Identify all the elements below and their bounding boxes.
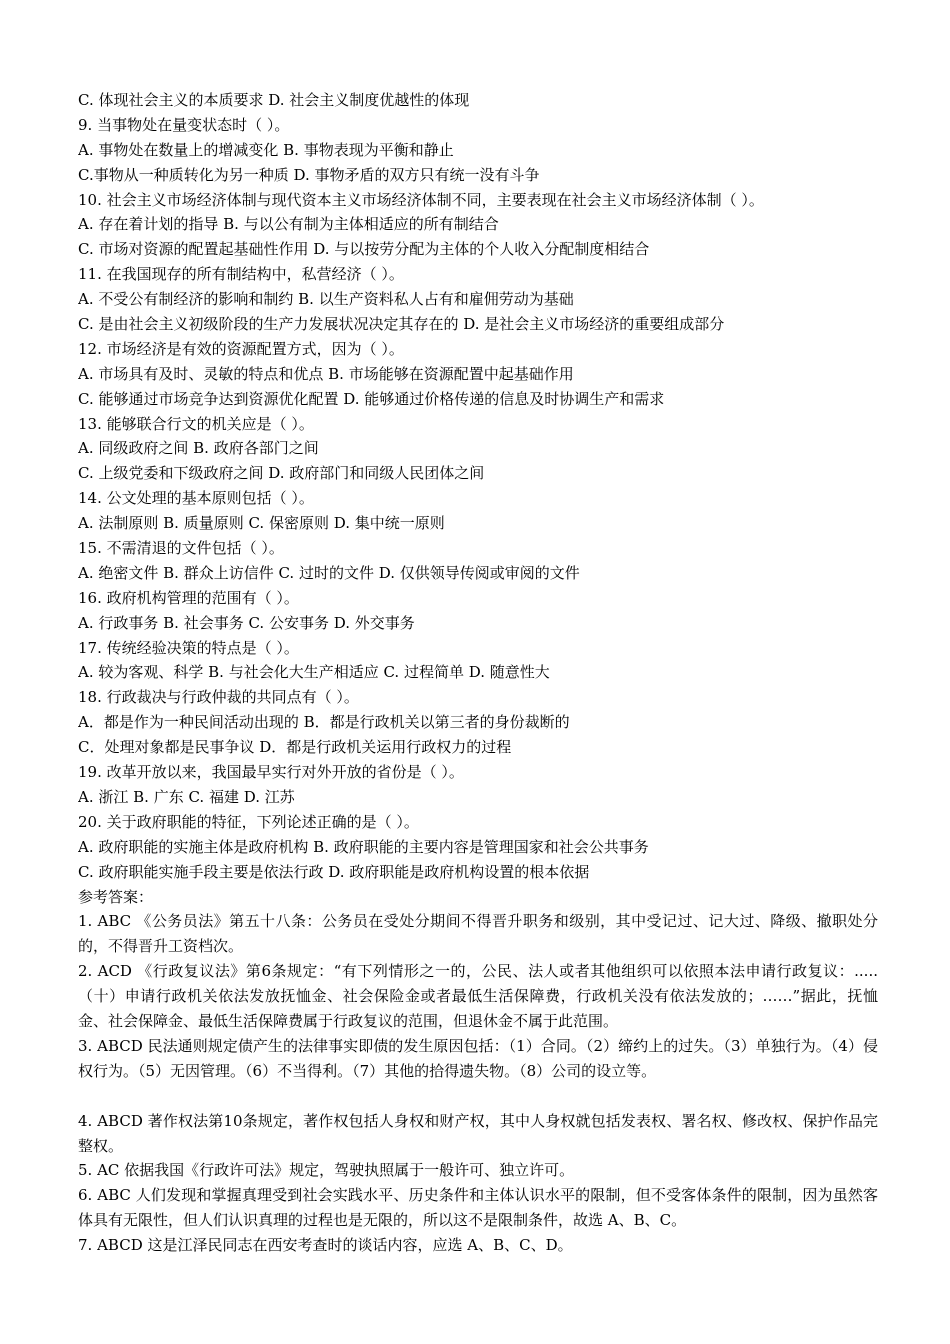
- question-line: 20. 关于政府职能的特征，下列论述正确的是（ ）。: [78, 812, 419, 831]
- question-line: 11. 在我国现存的所有制结构中，私营经济（ ）。: [78, 265, 404, 284]
- question-line: C．处理对象都是民事争议 D．都是行政机关运用行政权力的过程: [78, 738, 512, 757]
- question-line: A. 行政事务 B. 社会事务 C. 公安事务 D. 外交事务: [78, 613, 415, 632]
- question-line: 10. 社会主义市场经济体制与现代资本主义市场经济体制不同，主要表现在社会主义市场经济体制（ ）。: [78, 190, 764, 209]
- question-line: A. 浙江 B. 广东 C. 福建 D. 江苏: [78, 787, 295, 806]
- question-line: C. 能够通过市场竞争达到资源优化配置 D. 能够通过价格传递的信息及时协调生产和需求: [78, 389, 665, 408]
- question-line: 17. 传统经验决策的特点是（ ）。: [78, 638, 299, 657]
- question-line: 19. 改革开放以来，我国最早实行对外开放的省份是（ ）。: [78, 763, 464, 782]
- answer-paragraph: 5. AC 依据我国《行政许可法》规定，驾驶执照属于一般许可、独立许可。: [78, 1161, 575, 1180]
- question-line: A. 法制原则 B. 质量原则 C. 保密原则 D. 集中统一原则: [78, 514, 445, 533]
- answer-paragraph: 1. ABC 《公务员法》第五十八条：公务员在受处分期间不得晋升职务和级别，其中受记过、记大过、降级、撤职处分的，不得晋升工资档次。: [78, 912, 878, 956]
- question-line: A. 市场具有及时、灵敏的特点和优点 B. 市场能够在资源配置中起基础作用: [78, 364, 574, 383]
- answer-paragraph: 7. ABCD 这是江泽民同志在西安考查时的谈话内容，应选 A、B、C、D。: [78, 1236, 573, 1255]
- question-line: A. 较为客观、科学 B. 与社会化大生产相适应 C. 过程简单 D. 随意性大: [78, 663, 550, 682]
- question-line: C. 政府职能实施手段主要是依法行政 D. 政府职能是政府机构设置的根本依据: [78, 862, 590, 881]
- question-line: 18. 行政裁决与行政仲裁的共同点有（ ）。: [78, 688, 359, 707]
- question-line: 13. 能够联合行文的机关应是（ ）。: [78, 414, 314, 433]
- question-line: A. 绝密文件 B. 群众上访信件 C. 过时的文件 D. 仅供领导传阅或审阅的文件: [78, 563, 580, 582]
- blank-line: [78, 1084, 878, 1109]
- answers-section: [78, 885, 878, 1259]
- question-line: 16. 政府机构管理的范围有（ ）。: [78, 588, 299, 607]
- question-line: A. 同级政府之间 B. 政府各部门之间: [78, 439, 319, 458]
- question-line: A. 事物处在数量上的增减变化 B. 事物表现为平衡和静止: [78, 140, 454, 159]
- questions-section: [78, 88, 878, 885]
- question-line: C. 体现社会主义的本质要求 D. 社会主义制度优越性的体现: [78, 91, 470, 109]
- answer-paragraph: 3. ABCD 民法通则规定债产生的法律事实即债的发生原因包括：（1）合同。（2）缔约上的过失。（3）单独行为。（4）侵权行为。（5）无因管理。（6）不当得利。（7）其他的拾得遗失物。（8）公司的设立等。: [78, 1036, 878, 1080]
- question-line: 12. 市场经济是有效的资源配置方式，因为（ ）。: [78, 339, 404, 358]
- question-line: 14. 公文处理的基本原则包括（ ）。: [78, 489, 314, 508]
- answer-paragraph: 4. ABCD 著作权法第10条规定，著作权包括人身权和财产权，其中人身权就包括发表权、署名权、修改权、保护作品完整权。: [78, 1111, 878, 1155]
- question-line: A. 不受公有制经济的影响和制约 B. 以生产资料私人占有和雇佣劳动为基础: [78, 290, 574, 309]
- question-line: C. 市场对资源的配置起基础性作用 D. 与以按劳分配为主体的个人收入分配制度相结合: [78, 240, 650, 259]
- question-line: A. 存在着计划的指导 B. 与以公有制为主体相适应的所有制结合: [78, 215, 499, 234]
- answer-paragraph: 2. ACD 《行政复议法》第6条规定：“有下列情形之一的，公民、法人或者其他组织可以依照本法申请行政复议：.....（十）申请行政机关依法发放抚恤金、社会保险金或者最低生活保障费，行政机关没有依法发放的；……”据此，抚恤金、社会保障金、最低生活保障费属于行政复议的范围，但退休金不属于此范围。: [78, 962, 878, 1031]
- question-line: A．都是作为一种民间活动出现的 B．都是行政机关以第三者的身份裁断的: [78, 713, 570, 732]
- document-page: [78, 88, 878, 1258]
- answers-heading: 参考答案：: [78, 887, 154, 906]
- question-line: 15. 不需清退的文件包括（ ）。: [78, 539, 284, 558]
- question-line: 9. 当事物处在量变状态时（ ）。: [78, 115, 290, 134]
- question-line: A. 政府职能的实施主体是政府机构 B. 政府职能的主要内容是管理国家和社会公共事务: [78, 837, 649, 856]
- question-line: C. 上级党委和下级政府之间 D. 政府部门和同级人民团体之间: [78, 464, 485, 483]
- answer-paragraph: 6. ABC 人们发现和掌握真理受到社会实践水平、历史条件和主体认识水平的限制，但不受客体条件的限制，因为虽然客体具有无限性，但人们认识真理的过程也是无限的，所以这不是限制条件，故选 A、B、C。: [78, 1186, 878, 1230]
- question-line: C. 是由社会主义初级阶段的生产力发展状况决定其存在的 D. 是社会主义市场经济的重要组成部分: [78, 315, 725, 334]
- question-line: C.事物从一种质转化为另一种质 D. 事物矛盾的双方只有统一没有斗争: [78, 165, 540, 184]
